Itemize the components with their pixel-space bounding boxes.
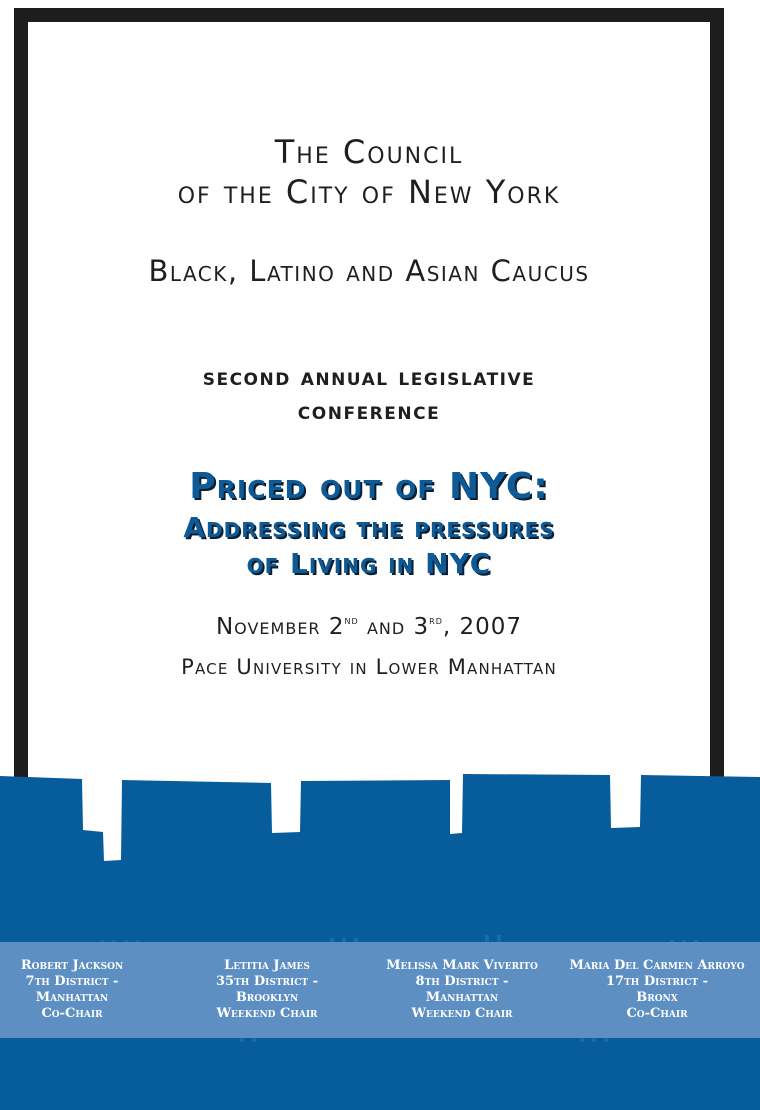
date-sup-2: rd	[429, 614, 443, 627]
member-name: Melissa Mark Viverito	[386, 958, 538, 973]
member-role: Co-Chair	[41, 1006, 103, 1021]
member-district: 17th District -	[606, 974, 708, 989]
headline-sub	[28, 510, 710, 582]
conference-title	[28, 360, 710, 428]
member-block-4	[562, 958, 752, 1022]
date-suffix: , 2007	[442, 614, 523, 640]
date-middle: and 3	[358, 614, 430, 640]
date-sup-1: nd	[344, 614, 359, 627]
member-borough: Manhattan	[35, 990, 109, 1005]
caucus-title: Black, Latino and Asian Caucus	[148, 254, 590, 288]
member-role: Co-Chair	[626, 1006, 688, 1021]
member-district: 35th District -	[216, 974, 318, 989]
member-block-3	[367, 958, 557, 1022]
council-title-line1: The Council	[274, 133, 464, 171]
event-venue: Pace University in Lower Manhattan	[181, 655, 557, 679]
member-block-2	[172, 958, 362, 1022]
member-district: 8th District -	[415, 974, 509, 989]
member-district: 7th District -	[25, 974, 119, 989]
conference-line1: second annual legislative	[202, 363, 536, 391]
headline-main: Priced out of NYC:	[189, 466, 549, 507]
council-title-line2: of the City of New York	[177, 173, 561, 211]
member-name: Letitia James	[224, 958, 310, 973]
headline-sub-line1: Addressing the pressures	[183, 511, 555, 544]
member-name: Maria Del Carmen Arroyo	[569, 958, 745, 973]
member-role: Weekend Chair	[216, 1006, 318, 1021]
member-borough: Brooklyn	[235, 990, 299, 1005]
council-title	[28, 132, 710, 212]
member-name: Robert Jackson	[20, 958, 124, 973]
member-borough: Bronx	[636, 990, 678, 1005]
date-prefix: November 2	[215, 614, 345, 640]
member-role: Weekend Chair	[411, 1006, 513, 1021]
skyline-graphic	[0, 770, 760, 1110]
headline-sub-line2: of Living in NYC	[246, 547, 492, 580]
conference-line2: conference	[297, 397, 441, 425]
member-block-1	[0, 958, 167, 1022]
event-date	[28, 614, 710, 640]
member-borough: Manhattan	[425, 990, 499, 1005]
